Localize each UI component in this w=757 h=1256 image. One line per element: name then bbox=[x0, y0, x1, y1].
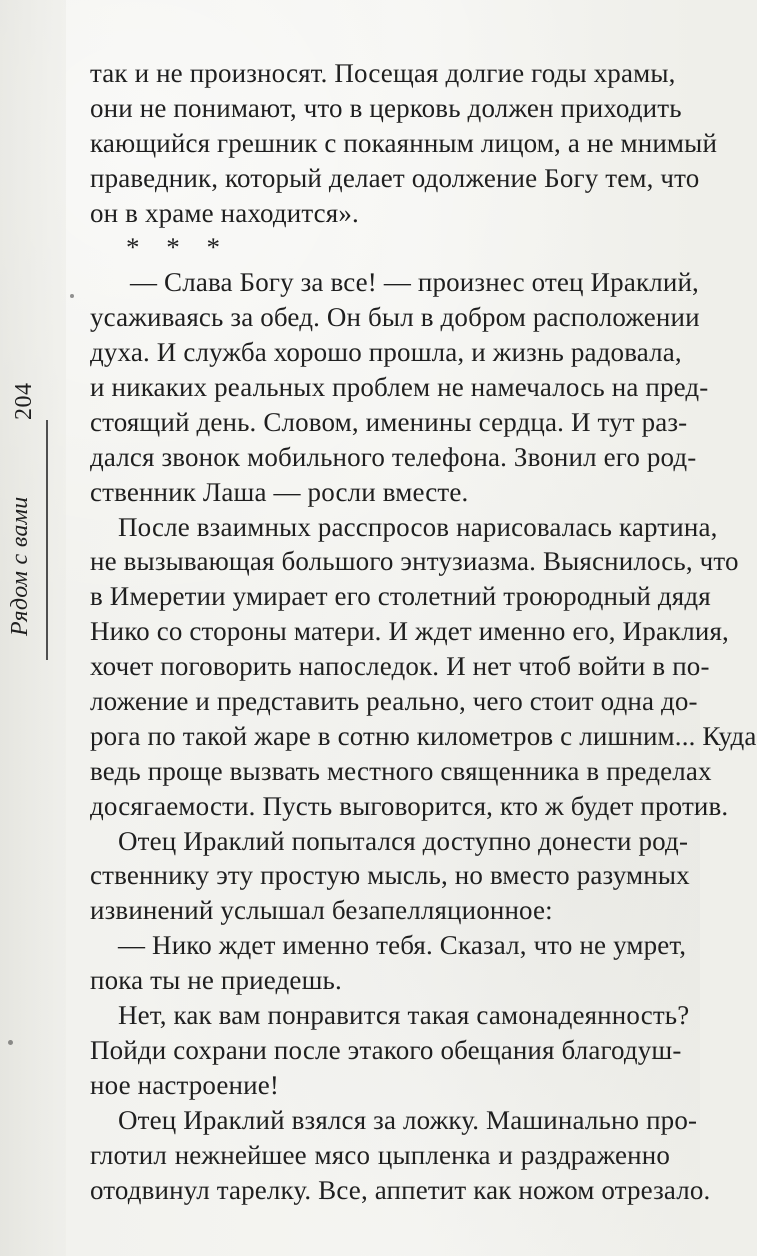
text-line-17: хочет поговорить напоследок. И нет чтоб войти в по- bbox=[90, 651, 710, 682]
text-line-7: усаживаясь за обед. Он был в добром расположении bbox=[90, 302, 700, 333]
text-line-32: отодвинул тарелку. Все, аппетит как ножом отрезало. bbox=[90, 1174, 711, 1205]
text-line-12: ственник Лаша — росли вместе. bbox=[90, 476, 469, 507]
text-line-25: — Нико ждет именно тебя. Сказал, что не умрет, bbox=[118, 930, 687, 961]
text-line-26: пока ты не приедешь. bbox=[90, 965, 342, 996]
paper-speck bbox=[70, 294, 74, 298]
text-line-27: Нет, как вам понравится такая самонадеянность? bbox=[118, 1000, 690, 1031]
text-line-29: ное настроение! bbox=[90, 1069, 279, 1100]
text-line-10: стоящий день. Словом, именины сердца. И тут раз- bbox=[90, 406, 688, 437]
text-line-2: они не понимают, что в церковь должен приходить bbox=[90, 92, 682, 123]
text-line-15: в Имеретии умирает его столетний троюродный дядя bbox=[90, 581, 711, 612]
running-title: Рядом с вами bbox=[7, 496, 33, 636]
text-line-31: глотил нежнейшее мясо цыпленка и раздраженно bbox=[90, 1139, 670, 1170]
text-line-4: праведник, который делает одолжение Богу тем, что bbox=[90, 162, 700, 193]
text-line-22: Отец Ираклий попытался доступно донести род- bbox=[118, 825, 689, 856]
text-line-23: ственнику эту простую мысль, но вместо разумных bbox=[90, 860, 690, 891]
text-line-3: кающийся грешник с покаянным лицом, а не мнимый bbox=[90, 127, 718, 158]
text-line-20: ведь проще вызвать местного священника в пределах bbox=[90, 755, 712, 786]
scene-break: * * * bbox=[126, 232, 230, 263]
text-line-28: Пойди сохрани после этакого обещания благодуш- bbox=[90, 1034, 682, 1065]
text-line-19: рога по такой жаре в сотню километров с лишним... Куда bbox=[90, 720, 757, 751]
text-line-11: дался звонок мобильного телефона. Звонил его род- bbox=[90, 441, 697, 472]
text-line-30: Отец Ираклий взялся за ложку. Машинально про- bbox=[118, 1104, 698, 1135]
text-line-8: духа. И служба хорошо прошла, и жизнь радовала, bbox=[90, 337, 682, 368]
body-text bbox=[90, 56, 757, 1207]
text-line-24: извинений услышал безапелляционное: bbox=[90, 895, 553, 926]
paper-speck bbox=[8, 1040, 13, 1045]
text-line-6: — Слава Богу за все! — произнес отец Ираклий, bbox=[130, 267, 699, 298]
text-line-21: досягаемости. Пусть выговорится, кто ж будет против. bbox=[90, 790, 729, 821]
text-line-16: Нико со стороны матери. И ждет именно его, Ираклия, bbox=[90, 616, 729, 647]
text-line-14: не вызывающая большого энтузиазма. Выяснилось, что bbox=[90, 546, 739, 577]
page-number: 204 bbox=[11, 382, 37, 420]
text-line-18: ложение и представить реально, чего стоит одна до- bbox=[90, 686, 698, 717]
text-line-1: так и не произносят. Посещая долгие годы храмы, bbox=[90, 58, 676, 88]
text-line-5: он в храме находится». bbox=[90, 197, 359, 228]
text-line-9: и никаких реальных проблем не намечалось на пред- bbox=[90, 372, 709, 403]
text-line-13: После взаимных расспросов нарисовалась картина, bbox=[118, 511, 718, 542]
